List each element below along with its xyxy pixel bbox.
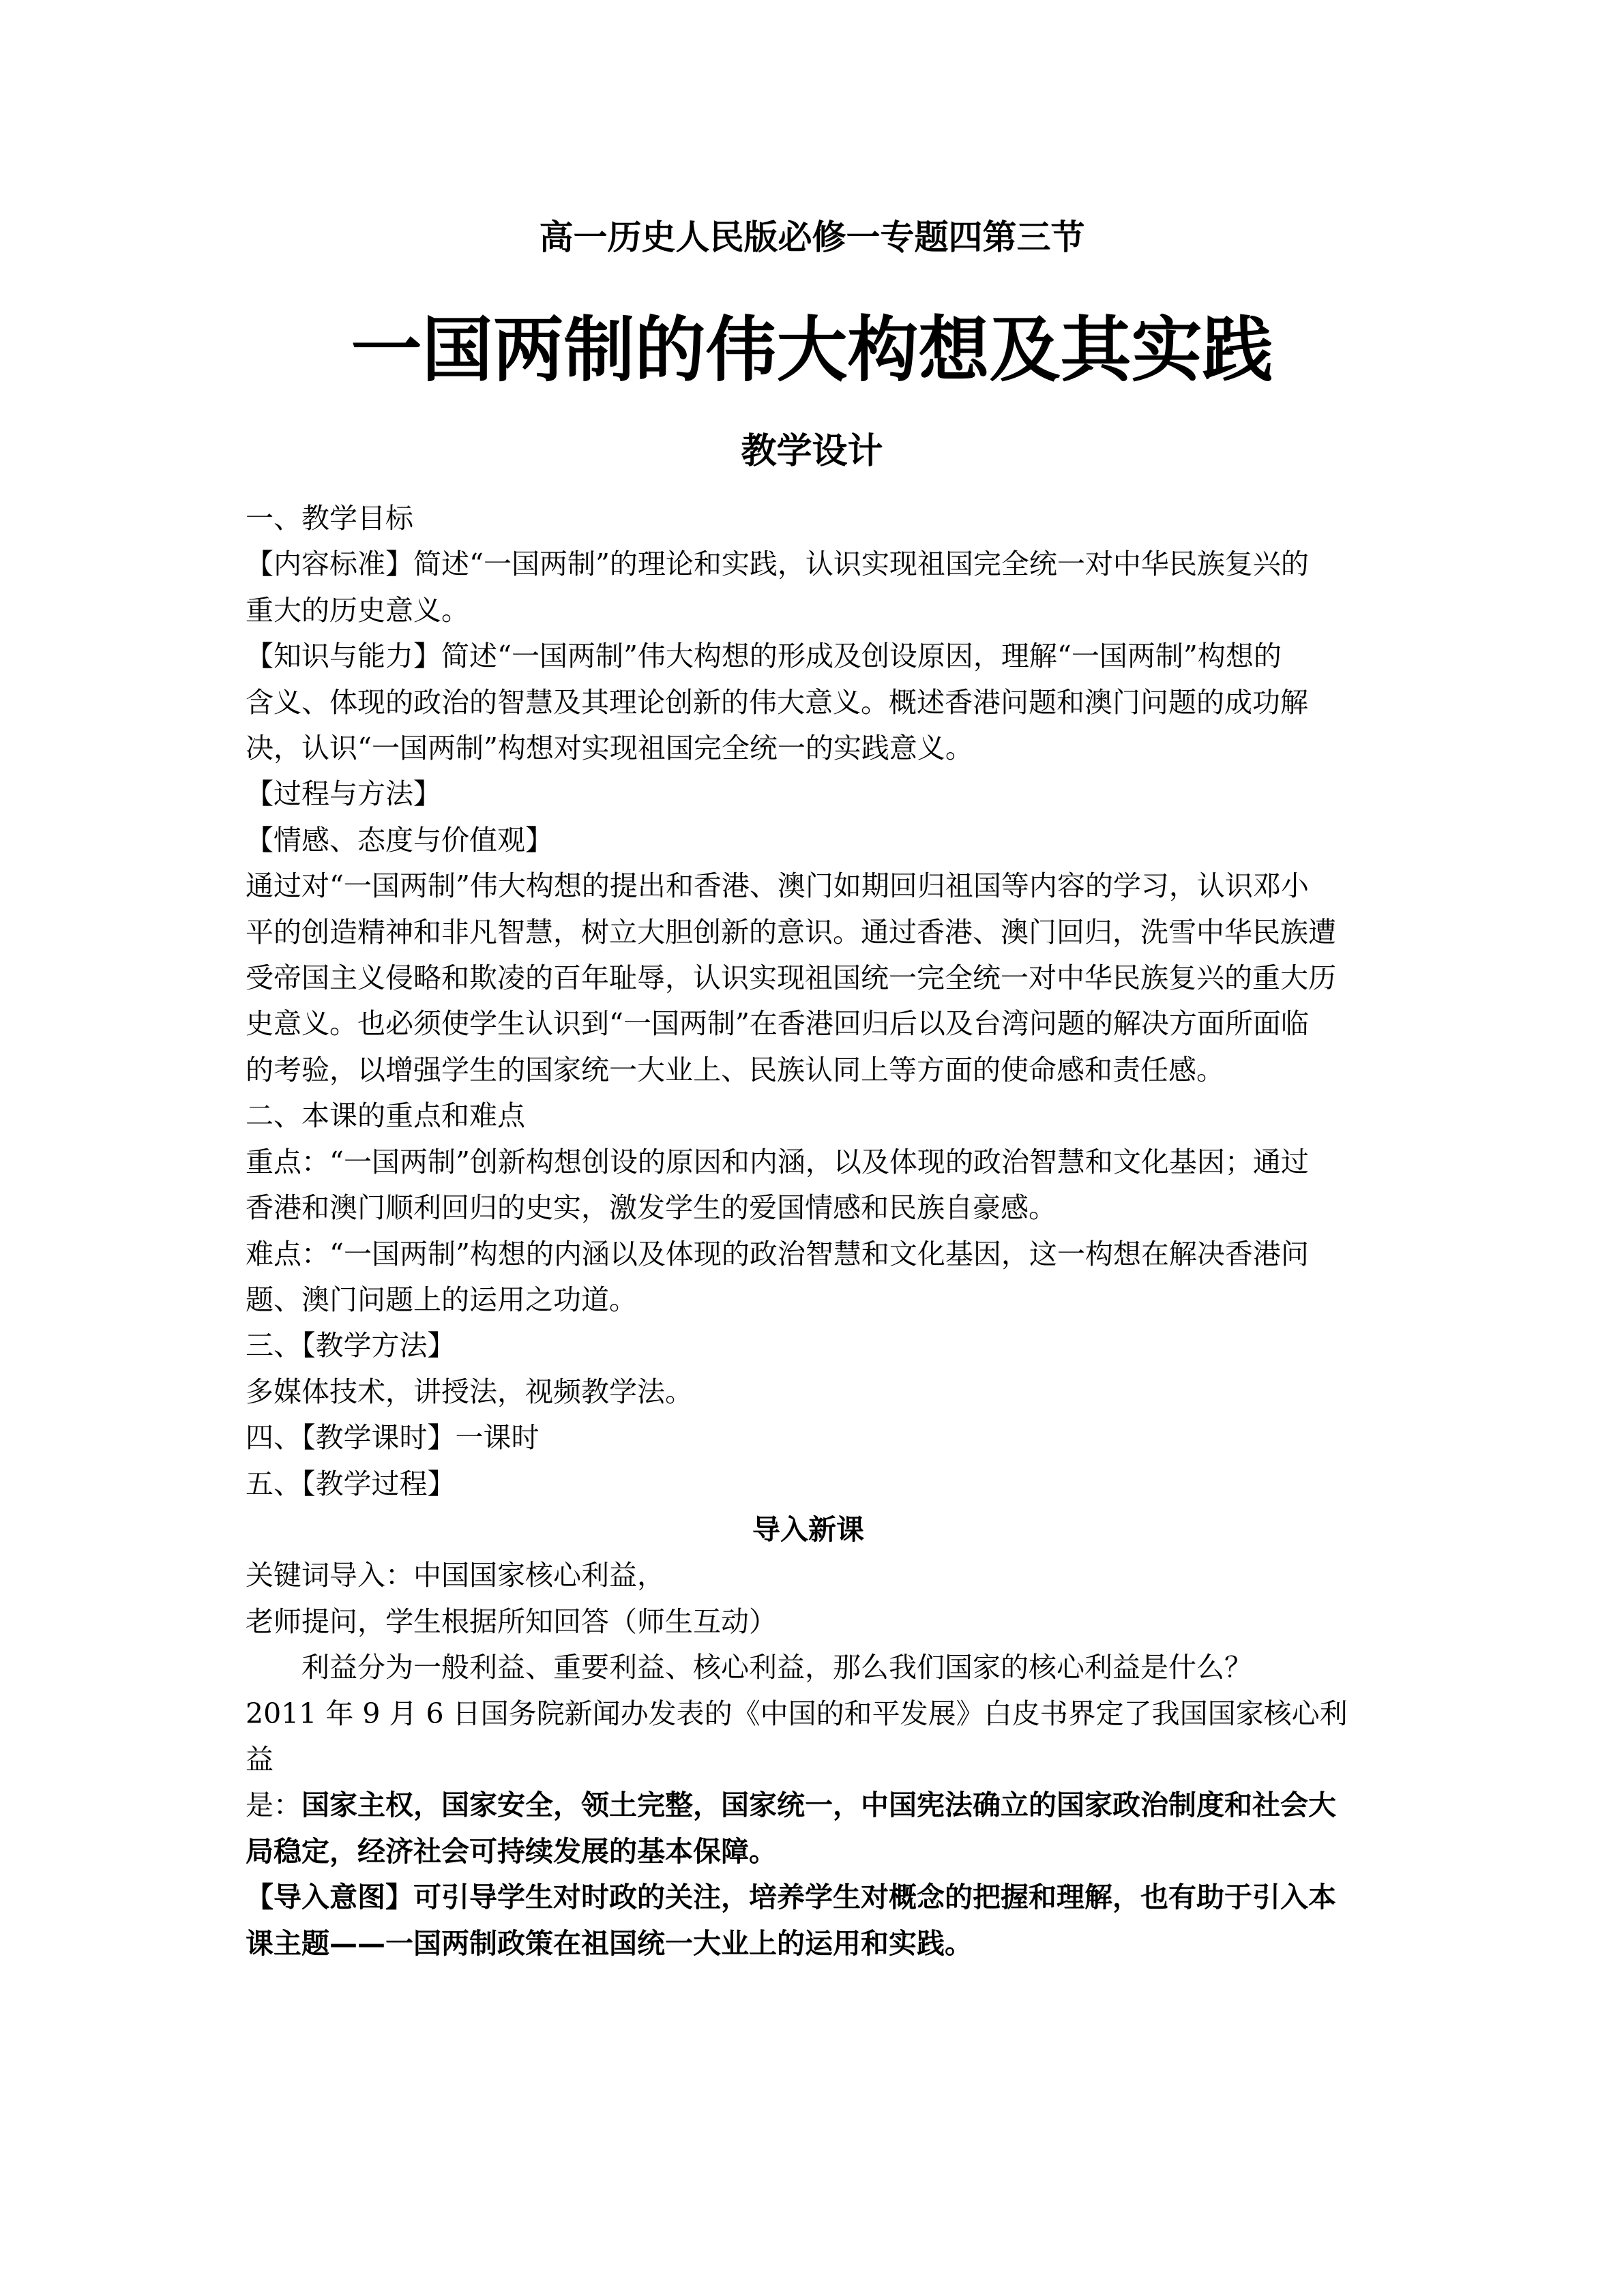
paragraph-line: 关键词导入：中国国家核心利益， xyxy=(246,1559,665,1592)
paragraph-line: 【内容标准】简述“一国两制”的理论和实践，认识实现祖国完全统一对中华民族复兴的 xyxy=(246,548,1309,581)
paragraph-line: 多媒体技术，讲授法，视频教学法。 xyxy=(246,1375,693,1408)
paragraph-line: 【知识与能力】简述“一国两制”伟大构想的形成及创设原因，理解“一国两制”构想的 xyxy=(246,640,1282,673)
paragraph-line: 利益分为一般利益、重要利益、核心利益，那么我们国家的核心利益是什么？ xyxy=(301,1651,1252,1684)
text-run: 是： xyxy=(246,1789,301,1822)
paragraph-line: 【情感、态度与价值观】 xyxy=(246,823,553,856)
paragraph-line: 课主题——一国两制政策在祖国统一大业上的运用和实践。 xyxy=(246,1926,973,1960)
paragraph-line: 重点：“一国两制”创新构想创设的原因和内涵，以及体现的政治智慧和文化基因；通过 xyxy=(246,1145,1309,1178)
paragraph-line: 史意义。也必须使学生认识到“一国两制”在香港回归后以及台湾问题的解决方面所面临 xyxy=(246,1007,1309,1041)
paragraph-line: 老师提问，学生根据所知回答（师生互动） xyxy=(246,1605,777,1638)
heading-process: 五、【教学过程】 xyxy=(246,1467,456,1500)
paragraph-line: 决，认识“一国两制”构想对实现祖国完全统一的实践意义。 xyxy=(246,732,973,765)
paragraph-line: 局稳定，经济社会可持续发展的基本保障。 xyxy=(246,1834,777,1868)
paragraph-line: 难点：“一国两制”构想的内涵以及体现的政治智慧和文化基因，这一构想在解决香港问 xyxy=(246,1237,1309,1270)
paragraph-line: 【过程与方法】 xyxy=(246,777,441,811)
bold-text-run: 国家主权，国家安全，领土完整，国家统一，中国宪法确立的国家政治制度和社会大 xyxy=(301,1789,1336,1822)
paragraph-line xyxy=(246,1783,1371,1828)
heading-objectives: 一、教学目标 xyxy=(246,502,413,535)
paragraph-line: 2011 年 9 月 6 日国务院新闻办发表的《中国的和平发展》白皮书界定了我国国家核心利益 xyxy=(246,1697,1348,1776)
heading-key-points: 二、本课的重点和难点 xyxy=(246,1099,525,1133)
paragraph-line: 题、澳门问题上的运用之功道。 xyxy=(246,1283,637,1316)
document-title: 一国两制的伟大构想及其实践 xyxy=(351,308,1273,391)
heading-class-hours: 四、【教学课时】一课时 xyxy=(246,1421,540,1455)
paragraph-line: 平的创造精神和非凡智慧，树立大胆创新的意识。通过香港、澳门回归，洗雪中华民族遭 xyxy=(246,915,1336,949)
document-subtitle: 高一历史人民版必修一专题四第三节 xyxy=(539,218,1085,257)
paragraph-line: 受帝国主义侵略和欺凌的百年耻辱，认识实现祖国统一完全统一对中华民族复兴的重大历 xyxy=(246,961,1336,995)
section-title: 教学设计 xyxy=(741,431,883,472)
document-body xyxy=(246,496,1371,1967)
paragraph-line: 的考验，以增强学生的国家统一大业上、民族认同上等方面的使命感和责任感。 xyxy=(246,1053,1224,1086)
heading-methods: 三、【教学方法】 xyxy=(246,1329,456,1362)
paragraph-line: 香港和澳门顺利回归的史实，激发学生的爱国情感和民族自豪感。 xyxy=(246,1191,1057,1225)
subheading-introduction: 导入新课 xyxy=(752,1512,864,1546)
paragraph-line: 【导入意图】可引导学生对时政的关注，培养学生对概念的把握和理解，也有助于引入本 xyxy=(246,1881,1336,1914)
paragraph-line: 含义、体现的政治的智慧及其理论创新的伟大意义。概述香港问题和澳门问题的成功解 xyxy=(246,685,1308,719)
paragraph-line: 通过对“一国两制”伟大构想的提出和香港、澳门如期回归祖国等内容的学习，认识邓小 xyxy=(246,869,1309,903)
paragraph-line: 重大的历史意义。 xyxy=(246,593,469,627)
